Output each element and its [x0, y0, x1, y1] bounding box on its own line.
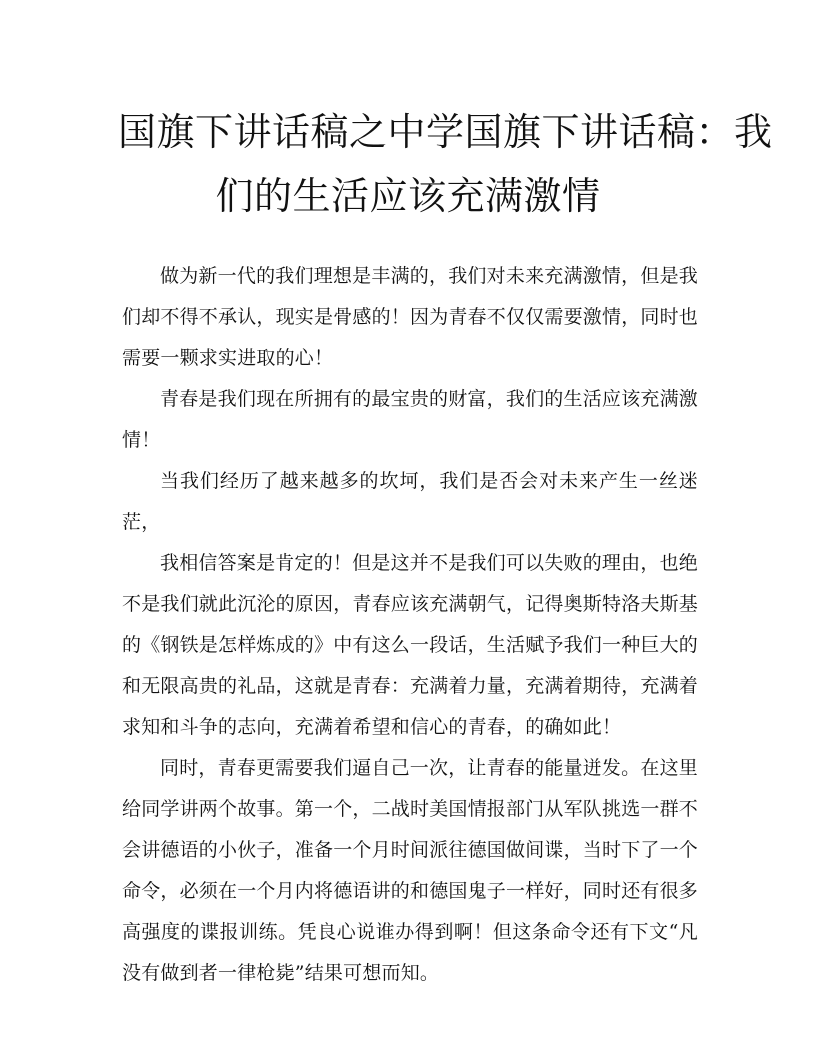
- document-body: [122, 256, 698, 994]
- paragraph: 青春是我们现在所拥有的最宝贵的财富，我们的生活应该充满激情！: [122, 388, 698, 451]
- document-title-line-2: 们的生活应该充满激情: [215, 174, 601, 218]
- document-title-line-1: 国旗下讲话稿之中学国旗下讲话稿：我: [118, 110, 773, 154]
- document-title: [118, 100, 773, 228]
- paragraph: 我相信答案是肯定的！但是这并不是我们可以失败的理由，也绝不是我们就此沉沦的原因，青春应该充满朝气，记得奥斯特洛夫斯基的《钢铁是怎样炼成的》中有这么一段话，生活赋予我们一种巨大的和无限高贵的礼品，这就是青春：充满着力量，充满着期待，充满着求知和斗争的志向，充满着希望和信心的青春，的确如此！: [122, 552, 699, 738]
- paragraph: 同时，青春更需要我们逼自己一次，让青春的能量迸发。在这里给同学讲两个故事。第一个，二战时美国情报部门从军队挑选一群不会讲德语的小伙子，准备一个月时间派往德国做间谍，当时下了一个命令，必须在一个月内将德语讲的和德国鬼子一样好，同时还有很多高强度的谍报训练。凭良心说谁办得到啊！但这条命令还有下文“凡没有做到者一律枪毙”结果可想而知。: [122, 757, 699, 984]
- paragraph: 当我们经历了越来越多的坎坷，我们是否会对未来产生一丝迷茫，: [122, 470, 698, 533]
- paragraph: 做为新一代的我们理想是丰满的，我们对未来充满激情，但是我们却不得不承认，现实是骨感的！因为青春不仅仅需要激情，同时也需要一颗求实进取的心！: [122, 265, 699, 369]
